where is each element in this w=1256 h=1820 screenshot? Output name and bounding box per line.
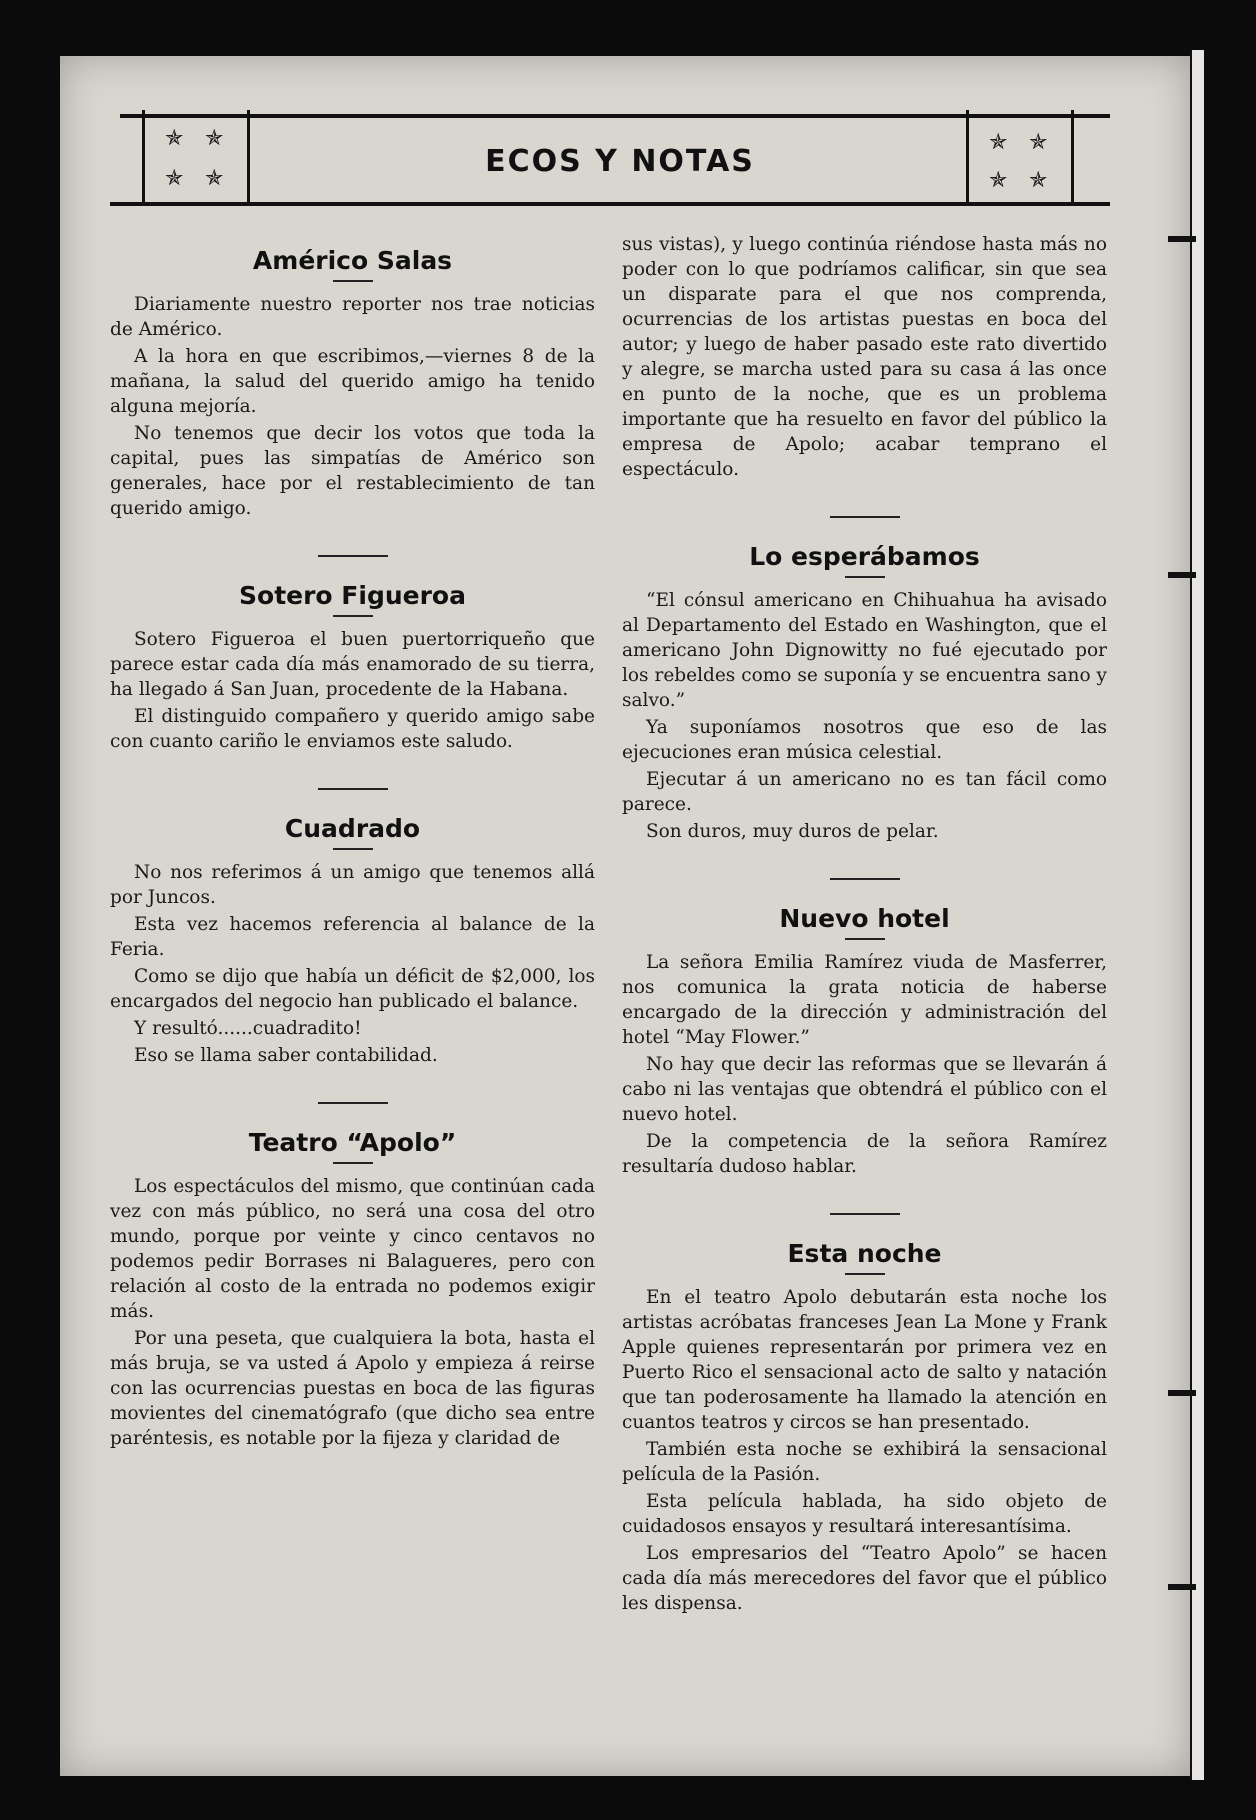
article-continuation: sus vistas), y luego continúa riéndose hasta más no poder con lo que podríamos calificar, sin que sea un disparate para el que nos comprenda, ocurrencias de los artistas puestas en boca del autor; y luego de haber pasado este rato divertido y alegre, se marcha usted para su casa á las once en punto de la noche, que es un problema importante que ha resuelto en favor del público la empresa de Apolo; acabar temprano el espectáculo. — [622, 234, 1107, 480]
star-icon: ✯ — [1029, 130, 1048, 155]
article-paragraph: Por una peseta, que cualquiera la bota, hasta el más bruja, se va usted á Apolo y empieza á reirse con las ocurrencias puestas en boca de las figuras movientes del cinematógrafo (que dicho sea entre paréntesis, es notable por la fijeza y claridad de — [110, 1328, 595, 1449]
left-column — [110, 232, 595, 1453]
binding-stitch — [1168, 572, 1196, 578]
article-paragraph: Esta película hablada, ha sido objeto de cuidadosos ensayos y resultará interesantísima. — [622, 1491, 1107, 1537]
title-rule — [845, 576, 885, 578]
article-title: Cuadrado — [284, 814, 421, 843]
article-separator — [318, 555, 388, 557]
star-icon: ✯ — [989, 168, 1008, 193]
star-icon: ✯ — [1029, 168, 1048, 193]
binding-stitch — [1168, 1390, 1196, 1396]
masthead — [110, 104, 1110, 210]
star-ornament-right — [966, 110, 1074, 202]
star-icon: ✯ — [205, 166, 224, 191]
article-paragraph: Los empresarios del “Teatro Apolo” se hacen cada día más merecedores del favor que el público les dispensa. — [622, 1543, 1107, 1614]
article-paragraph: Ya suponíamos nosotros que eso de las ejecuciones eran música celestial. — [622, 717, 1107, 763]
article-paragraph: Esta vez hacemos referencia al balance de la Feria. — [110, 914, 595, 960]
article-paragraph: Eso se llama saber contabilidad. — [134, 1045, 438, 1066]
section-title: ECOS Y NOTAS — [485, 144, 755, 179]
article-paragraph: “El cónsul americano en Chihuahua ha avisado al Departamento del Estado en Washington, que el americano John Dignowitty no fué ejecutado por los rebeldes como se suponía y se encuentra sano y salvo.” — [622, 590, 1107, 711]
title-rule — [333, 848, 373, 850]
article-title: Sotero Figueroa — [239, 581, 466, 610]
article-paragraph: No nos referimos á un amigo que tenemos allá por Juncos. — [110, 862, 595, 908]
article-title: Américo Salas — [252, 246, 453, 275]
article-paragraph: También esta noche se exhibirá la sensacional película de la Pasión. — [622, 1439, 1107, 1485]
article-paragraph: Ejecutar á un americano no es tan fácil como parece. — [622, 769, 1107, 815]
article-paragraph: Son duros, muy duros de pelar. — [646, 821, 939, 842]
article-paragraph: El distinguido compañero y querido amigo sabe con cuanto cariño le enviamos este saludo. — [110, 706, 595, 752]
star-ornament-left — [142, 110, 250, 202]
title-rule — [845, 1273, 885, 1275]
masthead-rule-top — [120, 114, 1110, 118]
star-icon: ✯ — [165, 166, 184, 191]
article-paragraph: De la competencia de la señora Ramírez resultaría dudoso hablar. — [622, 1131, 1107, 1177]
article-title: Esta noche — [787, 1239, 942, 1268]
binding-stitch — [1168, 236, 1196, 242]
article-paragraph: A la hora en que escribimos,—viernes 8 de la mañana, la salud del querido amigo ha tenido alguna mejoría. — [110, 346, 595, 417]
star-icon: ✯ — [989, 130, 1008, 155]
article-paragraph: Sotero Figueroa el buen puertorriqueño que parece estar cada día más enamorado de su tierra, ha llegado á San Juan, procedente de la Habana. — [110, 629, 595, 700]
star-icon: ✯ — [165, 126, 184, 151]
article-separator — [318, 1102, 388, 1104]
article-paragraph: Diariamente nuestro reporter nos trae noticias de Américo. — [110, 294, 595, 340]
article-separator — [830, 516, 900, 518]
article-separator — [830, 878, 900, 880]
article-paragraph: No tenemos que decir los votos que toda la capital, pues las simpatías de Américo son generales, hace por el restablecimiento de tan querido amigo. — [110, 423, 595, 519]
article-separator — [830, 1213, 900, 1215]
article-separator — [318, 788, 388, 790]
title-rule — [333, 615, 373, 617]
page-binding-edge — [1190, 50, 1204, 1780]
title-rule — [333, 1162, 373, 1164]
right-column — [622, 232, 1107, 1618]
article-title: Teatro “Apolo” — [248, 1128, 457, 1157]
article-paragraph: No hay que decir las reformas que se llevarán á cabo ni las ventajas que obtendrá el público con el nuevo hotel. — [622, 1054, 1107, 1125]
binding-stitch — [1168, 1584, 1196, 1590]
article-paragraph: Los espectáculos del mismo, que continúan cada vez con más público, no será una cosa del otro mundo, porque por veinte y cinco centavos no podemos pedir Borrases ni Balagueres, pero con relación al costo de la entrada no podemos exigir más. — [110, 1176, 595, 1322]
article-title: Nuevo hotel — [779, 904, 950, 933]
star-icon: ✯ — [205, 126, 224, 151]
article-title: Lo esperábamos — [749, 542, 980, 571]
article-paragraph: La señora Emilia Ramírez viuda de Masferrer, nos comunica la grata noticia de haberse encargado de la dirección y administración del hotel “May Flower.” — [622, 952, 1107, 1048]
title-rule — [333, 280, 373, 282]
article-paragraph: En el teatro Apolo debutarán esta noche los artistas acróbatas franceses Jean La Mone y Frank Apple quienes representarán por primera vez en Puerto Rico el sensacional acto de salto y natación que tan poderosamente ha llamado la atención en cuantos teatros y circos se han presentado. — [622, 1287, 1107, 1433]
article-paragraph: Como se dijo que había un déficit de $2,000, los encargados del negocio han publicado el balance. — [110, 966, 595, 1012]
masthead-rule-bottom — [110, 202, 1110, 206]
article-paragraph: Y resultó......cuadradito! — [134, 1018, 362, 1039]
title-rule — [845, 938, 885, 940]
